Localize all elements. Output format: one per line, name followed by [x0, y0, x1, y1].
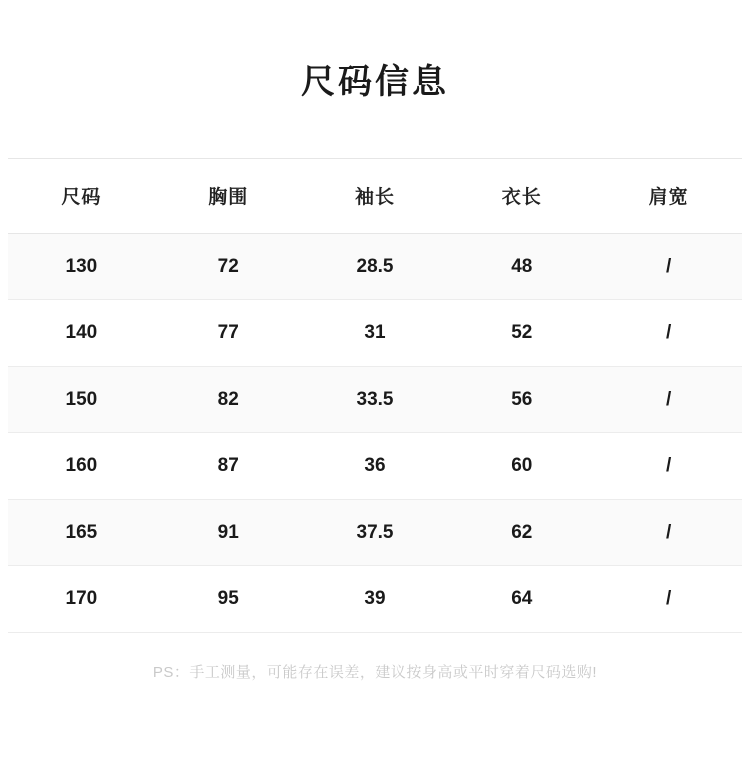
table-body — [8, 233, 742, 632]
cell-size: 165 — [8, 499, 155, 566]
column-header-garment-length: 衣长 — [448, 158, 595, 233]
cell-garment-length: 62 — [448, 499, 595, 566]
cell-size: 140 — [8, 300, 155, 367]
column-header-sleeve-length: 袖长 — [302, 158, 449, 233]
cell-garment-length: 52 — [448, 300, 595, 367]
column-header-bust: 胸围 — [155, 158, 302, 233]
column-header-size: 尺码 — [8, 158, 155, 233]
cell-shoulder-width: / — [595, 233, 742, 300]
size-table-container — [0, 158, 750, 633]
cell-sleeve-length: 33.5 — [302, 366, 449, 433]
cell-shoulder-width: / — [595, 366, 742, 433]
cell-sleeve-length: 37.5 — [302, 499, 449, 566]
cell-size: 130 — [8, 233, 155, 300]
cell-bust: 95 — [155, 566, 302, 633]
cell-shoulder-width: / — [595, 433, 742, 500]
cell-bust: 77 — [155, 300, 302, 367]
page-title: 尺码信息 — [301, 63, 449, 101]
table-row — [8, 300, 742, 367]
cell-shoulder-width: / — [595, 300, 742, 367]
cell-bust: 87 — [155, 433, 302, 500]
cell-garment-length: 60 — [448, 433, 595, 500]
cell-garment-length: 56 — [448, 366, 595, 433]
cell-sleeve-length: 31 — [302, 300, 449, 367]
cell-size: 170 — [8, 566, 155, 633]
cell-sleeve-length: 28.5 — [302, 233, 449, 300]
size-table — [8, 158, 742, 633]
cell-garment-length: 48 — [448, 233, 595, 300]
table-header — [8, 158, 742, 233]
cell-bust: 82 — [155, 366, 302, 433]
column-header-shoulder-width: 肩宽 — [595, 158, 742, 233]
table-header-row — [8, 158, 742, 233]
cell-shoulder-width: / — [595, 499, 742, 566]
table-row — [8, 433, 742, 500]
table-row — [8, 366, 742, 433]
cell-size: 160 — [8, 433, 155, 500]
cell-bust: 91 — [155, 499, 302, 566]
cell-sleeve-length: 39 — [302, 566, 449, 633]
cell-shoulder-width: / — [595, 566, 742, 633]
cell-sleeve-length: 36 — [302, 433, 449, 500]
cell-bust: 72 — [155, 233, 302, 300]
cell-size: 150 — [8, 366, 155, 433]
table-row — [8, 499, 742, 566]
measurement-note: PS：手工测量，可能存在误差，建议按身高或平时穿着尺码选购! — [152, 663, 598, 681]
table-row — [8, 233, 742, 300]
table-row — [8, 566, 742, 633]
cell-garment-length: 64 — [448, 566, 595, 633]
